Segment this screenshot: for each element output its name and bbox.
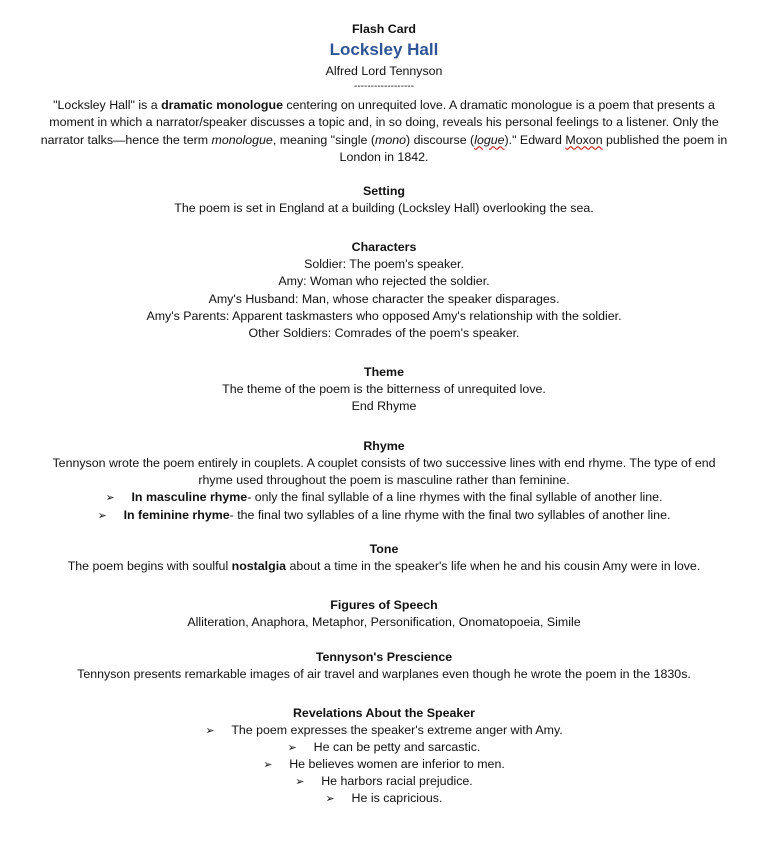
- arrow-bullet-icon: ➢: [325, 793, 335, 805]
- separator-rule: ------------------: [354, 81, 414, 92]
- revelation-item: ➢ The poem expresses the speaker's extreme anger with Amy.: [0, 722, 768, 740]
- intro-line-4: London in 1842.: [339, 149, 429, 164]
- character-item: Amy: Woman who rejected the soldier.: [278, 274, 490, 289]
- arrow-bullet-icon: ➢: [295, 776, 305, 788]
- revelation-item: ➢ He harbors racial prejudice.: [0, 773, 768, 791]
- revelation-item: ➢ He is capricious.: [0, 790, 768, 808]
- section-heading-rhyme: Rhyme: [363, 439, 405, 453]
- revelation-item: ➢ He can be petty and sarcastic.: [0, 739, 768, 757]
- figures-text: Alliteration, Anaphora, Metaphor, Personification, Onomatopoeia, Simile: [187, 615, 581, 629]
- page-title: Locksley Hall: [329, 40, 439, 59]
- arrow-bullet-icon: ➢: [105, 492, 115, 504]
- section-heading-characters: Characters: [351, 240, 417, 254]
- theme-text: The theme of the poem is the bitterness of unrequited love.: [222, 382, 546, 396]
- rhyme-bullet: ➢ In masculine rhyme- only the final syllable of a line rhymes with the final syllable of another line.: [0, 489, 768, 507]
- term-dramatic-monologue: dramatic monologue: [161, 98, 283, 112]
- rhyme-line-1: Tennyson wrote the poem entirely in couplets. A couplet consists of two successive lines with end rhyme. The type of end: [52, 456, 716, 470]
- character-item: Other Soldiers: Comrades of the poem's speaker.: [248, 326, 520, 341]
- spellcheck-word-logue: logue: [474, 132, 505, 147]
- term-nostalgia: nostalgia: [231, 559, 287, 573]
- character-item: Amy's Husband: Man, whose character the speaker disparages.: [208, 291, 560, 306]
- section-heading-figures: Figures of Speech: [330, 598, 438, 612]
- character-item: Soldier: The poem's speaker.: [304, 257, 464, 271]
- card-kicker: Flash Card: [351, 22, 417, 36]
- theme-extra: End Rhyme: [351, 399, 417, 413]
- arrow-bullet-icon: ➢: [287, 742, 297, 754]
- rhyme-bullet: ➢ In feminine rhyme- the final two syllables of a line rhyme with the final two syllables of another line.: [0, 507, 768, 525]
- character-item: Amy's Parents: Apparent taskmasters who opposed Amy's relationship with the soldier.: [146, 308, 622, 323]
- tone-text: The poem begins with soulful nostalgia about a time in the speaker's life when he and his cousin Amy were in love.: [67, 559, 701, 573]
- section-heading-setting: Setting: [363, 184, 405, 198]
- revelation-item: ➢ He believes women are inferior to men.: [0, 756, 768, 774]
- intro-paragraph: [0, 97, 768, 166]
- spellcheck-word-moxon: Moxon: [565, 132, 603, 147]
- section-heading-prescience: Tennyson's Prescience: [315, 650, 453, 664]
- intro-line-3: narrator talks—hence the term monologue, meaning "single (mono) discourse (logue)." Edward Moxon published the poem in: [40, 132, 728, 147]
- arrow-bullet-icon: ➢: [97, 510, 107, 522]
- section-heading-theme: Theme: [364, 365, 404, 379]
- characters-list: [0, 256, 768, 342]
- rhyme-paragraph: [0, 455, 768, 490]
- intro-line-2: moment in which a narrator/speaker discusses a topic and, in so doing, reveals his personal feelings to a listener. Only the: [49, 115, 719, 130]
- intro-line-1: "Locksley Hall" is a dramatic monologue centering on unrequited love. A dramatic monologue is a poem that presents a: [53, 98, 715, 112]
- arrow-bullet-icon: ➢: [263, 759, 273, 771]
- setting-text: The poem is set in England at a building (Locksley Hall) overlooking the sea.: [174, 201, 594, 215]
- author-name: Alfred Lord Tennyson: [325, 64, 443, 78]
- rhyme-line-2: rhyme used throughout the poem is masculine rather than feminine.: [198, 473, 570, 488]
- prescience-text: Tennyson presents remarkable images of air travel and warplanes even though he wrote the poem in the 1830s.: [77, 667, 691, 681]
- arrow-bullet-icon: ➢: [205, 725, 215, 737]
- section-heading-tone: Tone: [369, 542, 399, 556]
- section-heading-revelations: Revelations About the Speaker: [292, 706, 475, 720]
